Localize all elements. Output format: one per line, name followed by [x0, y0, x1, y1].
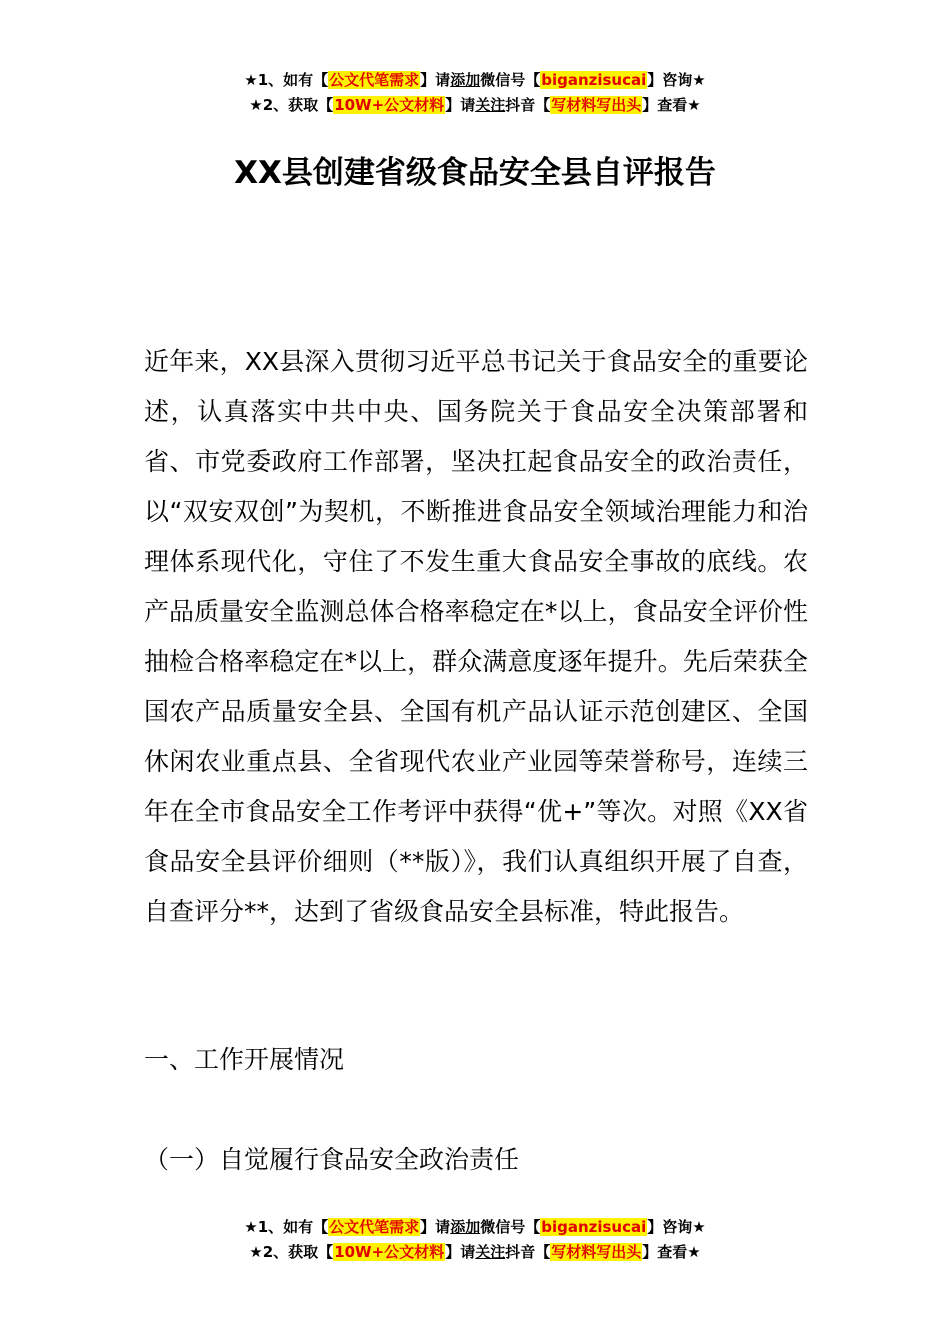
promo-highlight: biganzisucai: [541, 1218, 647, 1236]
promo-line-1: [0, 68, 950, 93]
promo-text: 抖音【: [505, 96, 551, 114]
intro-paragraph: 近年来，XX县深入贯彻习近平总书记关于食品安全的重要论述，认真落实中共中央、国务院关于食品安全决策部署和省、市党委政府工作部署，坚决扛起食品安全的政治责任，以“双安双创”为契机，不断推进食品安全领域治理能力和治理体系现代化，守住了不发生重大食品安全事故的底线。农产品质量安全监测总体合格率稳定在*以上，食品安全评价性抽检合格率稳定在*以上，群众满意度逐年提升。先后荣获全国农产品质量安全县、全国有机产品认证示范创建区、全国休闲农业重点县、全省现代农业产业园等荣誉称号，连续三年在全市食品安全工作考评中获得“优+”等次。对照《XX省食品安全县评价细则（**版）》，我们认真组织开展了自查，自查评分**，达到了省级食品安全县标准，特此报告。: [144, 347, 808, 926]
promo-highlight: 10W+公文材料: [334, 96, 445, 114]
promo-line-2: [0, 93, 950, 118]
promo-highlight: 10W+公文材料: [334, 1243, 445, 1261]
promo-text: ★2、获取【: [249, 96, 334, 114]
promo-text: 】请: [445, 96, 476, 114]
promo-text: 】请: [420, 1218, 451, 1236]
subsection-heading: （一）自觉履行食品安全政治责任: [144, 1145, 520, 1174]
promo-text: 】查看★: [642, 96, 701, 114]
promo-text: ★1、如有【: [244, 71, 329, 89]
promo-banner-bottom: [0, 1215, 950, 1265]
promo-highlight: 公文代笔需求: [329, 1218, 420, 1236]
promo-underlined: 关注: [475, 96, 506, 114]
promo-line-1: [0, 1215, 950, 1240]
promo-text: 抖音【: [505, 1243, 551, 1261]
promo-text: 微信号【: [480, 1218, 541, 1236]
promo-text: 】请: [420, 71, 451, 89]
promo-banner-top: [0, 68, 950, 118]
promo-underlined: 添加: [450, 71, 481, 89]
document-title: XX县创建省级食品安全县自评报告: [234, 155, 716, 191]
section-heading: 一、工作开展情况: [144, 1045, 345, 1074]
promo-highlight: 写材料写出头: [551, 96, 642, 114]
promo-highlight: biganzisucai: [541, 71, 647, 89]
promo-text: 】请: [445, 1243, 476, 1261]
promo-text: ★2、获取【: [249, 1243, 334, 1261]
promo-underlined: 添加: [450, 1218, 481, 1236]
promo-text: 】查看★: [642, 1243, 701, 1261]
promo-highlight: 公文代笔需求: [329, 71, 420, 89]
promo-underlined: 关注: [475, 1243, 506, 1261]
promo-text: ★1、如有【: [244, 1218, 329, 1236]
promo-line-2: [0, 1240, 950, 1265]
promo-text: 】咨询★: [647, 1218, 706, 1236]
promo-text: 】咨询★: [647, 71, 706, 89]
promo-text: 微信号【: [480, 71, 541, 89]
promo-highlight: 写材料写出头: [551, 1243, 642, 1261]
